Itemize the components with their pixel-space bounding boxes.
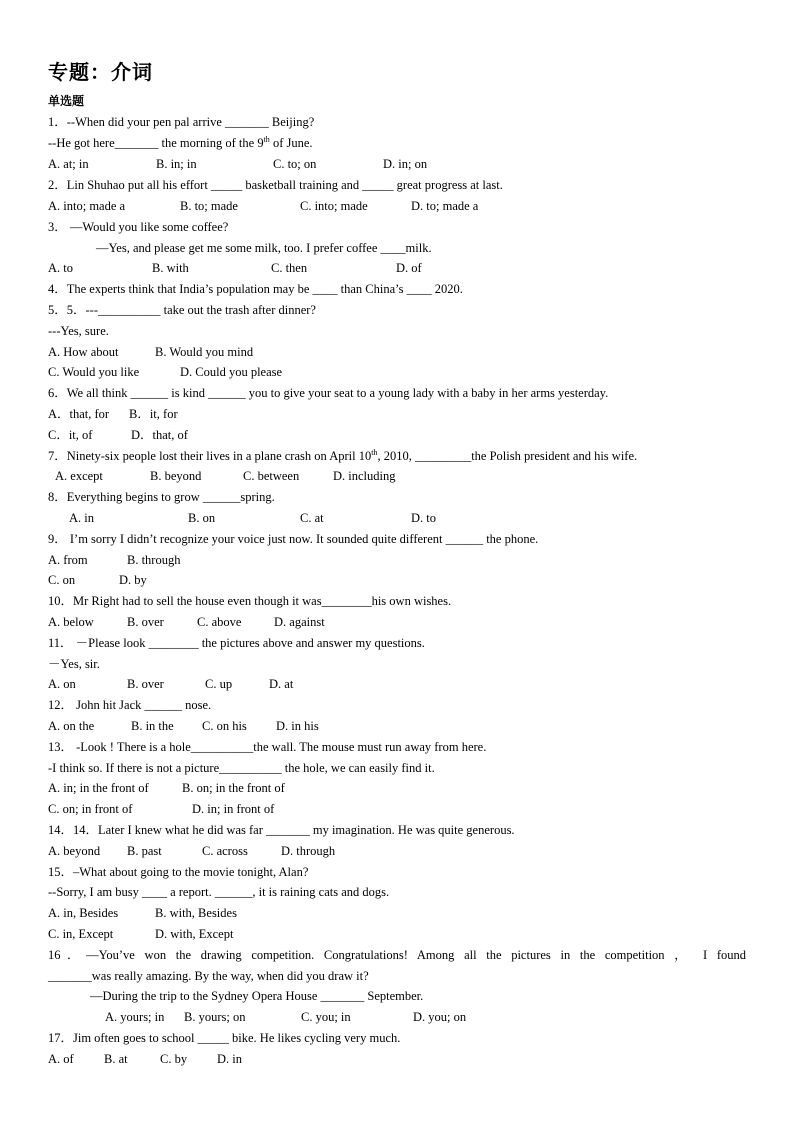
question-16-stem-continued: _______was really amazing. By the way, when did you draw it? xyxy=(48,969,369,983)
question-13-response: -I think so. If there is not a picture__________ the hole, we can easily find it. xyxy=(48,761,435,775)
question-3-option-d: D. of xyxy=(396,261,422,275)
question-6-option-d: D．that, of xyxy=(131,428,188,442)
question-9-option-b: B. through xyxy=(127,553,181,567)
question-15-response: --Sorry, I am busy ____ a report. ______, it is raining cats and dogs. xyxy=(48,885,390,899)
question-11-option-c: C. up xyxy=(205,677,233,691)
question-12-option-b: B. in the xyxy=(131,719,174,733)
question-6-option-b: B．it, for xyxy=(129,407,178,421)
question-1-stem: 1．--When did your pen pal arrive _______ Beijing? xyxy=(48,115,315,129)
question-9-option-d: D. by xyxy=(119,573,147,587)
question-11-option-b: B. over xyxy=(127,677,164,691)
question-17-option-c: C. by xyxy=(160,1052,188,1066)
question-5-stem: 5．5．---__________ take out the trash after dinner? xyxy=(48,303,316,317)
question-2-option-a: A. into; made a xyxy=(48,199,126,213)
question-12-option-a: A. on the xyxy=(48,719,95,733)
question-15-option-d: D. with, Except xyxy=(155,927,234,941)
question-12-stem: 12． John hit Jack ______ nose. xyxy=(48,698,212,712)
question-7-stem: 7．Ninety-six people lost their lives in a plane crash on April 10th, 2010, _________the Polish president and his wife. xyxy=(48,447,638,463)
question-8-option-b: B. on xyxy=(188,511,216,525)
question-10-option-d: D. against xyxy=(274,615,325,629)
question-5-option-b: B. Would you mind xyxy=(155,345,254,359)
question-15-option-b: B. with, Besides xyxy=(155,906,237,920)
question-16-option-a: A. yours; in xyxy=(105,1010,165,1024)
question-15-option-a: A. in, Besides xyxy=(48,906,119,920)
question-11-stem: 11． －Please look ________ the pictures above and answer my questions. xyxy=(48,636,425,650)
question-16-stem: 16．—You’ve won the drawing competition. Congratulations! Among all the pictures in the competition ， I found xyxy=(48,948,746,962)
question-8-option-c: C. at xyxy=(300,511,324,525)
question-12-option-c: C. on his xyxy=(202,719,247,733)
question-17-option-a: A. of xyxy=(48,1052,74,1066)
question-16-option-b: B. yours; on xyxy=(184,1010,246,1024)
section-heading: 单选题 xyxy=(48,94,85,108)
question-9-stem: 9． I’m sorry I didn’t recognize your voice just now. It sounded quite different ______ the phone. xyxy=(48,532,539,546)
question-9-option-c: C. on xyxy=(48,573,76,587)
question-7-option-d: D. including xyxy=(333,469,396,483)
question-14-option-a: A. beyond xyxy=(48,844,101,858)
question-16-option-c: C. you; in xyxy=(301,1010,351,1024)
question-13-option-d: D. in; in front of xyxy=(192,802,275,816)
question-16-response: —During the trip to the Sydney Opera House _______ September. xyxy=(90,989,424,1003)
question-12-option-d: D. in his xyxy=(276,719,319,733)
question-10-option-c: C. above xyxy=(197,615,242,629)
question-13-option-c: C. on; in front of xyxy=(48,802,133,816)
question-4-stem: 4．The experts think that India’s population may be ____ than China’s ____ 2020. xyxy=(48,282,463,296)
question-15-option-c: C. in, Except xyxy=(48,927,114,941)
question-13-option-b: B. on; in the front of xyxy=(182,781,285,795)
question-14-option-c: C. across xyxy=(202,844,248,858)
question-10-option-a: A. below xyxy=(48,615,94,629)
question-13-option-a: A. in; in the front of xyxy=(48,781,149,795)
question-1-option-c: C. to; on xyxy=(273,157,317,171)
question-2-option-d: D. to; made a xyxy=(411,199,479,213)
question-14-option-d: D. through xyxy=(281,844,336,858)
question-14-stem: 14．14．Later I knew what he did was far _______ my imagination. He was quite generous. xyxy=(48,823,515,837)
question-6-stem: 6．We all think ______ is kind ______ you to give your seat to a young lady with a baby in her arms yesterday. xyxy=(48,386,609,400)
question-5-response: ---Yes, sure. xyxy=(48,324,109,338)
question-7-option-a: A. except xyxy=(55,469,103,483)
question-5-option-d: D. Could you please xyxy=(180,365,283,379)
question-7-option-c: C. between xyxy=(243,469,300,483)
question-3-stem: 3． —Would you like some coffee? xyxy=(48,220,229,234)
question-1-option-d: D. in; on xyxy=(383,157,428,171)
question-1-option-a: A. at; in xyxy=(48,157,89,171)
question-6-option-c: C．it, of xyxy=(48,428,93,442)
question-11-response: －Yes, sir. xyxy=(48,657,100,671)
question-2-option-c: C. into; made xyxy=(300,199,368,213)
question-5-option-a: A. How about xyxy=(48,345,119,359)
question-3-option-c: C. then xyxy=(271,261,308,275)
question-1-response: --He got here_______ the morning of the 9th of June. xyxy=(48,134,313,150)
question-3-option-a: A. to xyxy=(48,261,73,275)
question-8-option-d: D. to xyxy=(411,511,436,525)
question-11-option-a: A. on xyxy=(48,677,76,691)
question-10-option-b: B. over xyxy=(127,615,164,629)
question-16-option-d: D. you; on xyxy=(413,1010,467,1024)
question-9-option-a: A. from xyxy=(48,553,88,567)
question-8-option-a: A. in xyxy=(69,511,94,525)
question-6-option-a: A．that, for xyxy=(48,407,110,421)
question-3-option-b: B. with xyxy=(152,261,189,275)
question-2-stem: 2．Lin Shuhao put all his effort _____ basketball training and _____ great progress at last. xyxy=(48,178,503,192)
page-title: 专题：介词 xyxy=(48,60,153,84)
question-8-stem: 8．Everything begins to grow ______spring. xyxy=(48,490,275,504)
question-15-stem: 15．–What about going to the movie tonight, Alan? xyxy=(48,865,309,879)
question-3-response: —Yes, and please get me some milk, too. I prefer coffee ____milk. xyxy=(96,241,432,255)
question-13-stem: 13． -Look ! There is a hole__________the wall. The mouse must run away from here. xyxy=(48,740,487,754)
question-17-option-d: D. in xyxy=(217,1052,242,1066)
question-10-stem: 10．Mr Right had to sell the house even though it was________his own wishes. xyxy=(48,594,452,608)
question-17-option-b: B. at xyxy=(104,1052,128,1066)
question-1-option-b: B. in; in xyxy=(156,157,197,171)
question-7-option-b: B. beyond xyxy=(150,469,202,483)
question-11-option-d: D. at xyxy=(269,677,294,691)
question-2-option-b: B. to; made xyxy=(180,199,238,213)
question-14-option-b: B. past xyxy=(127,844,162,858)
question-5-option-c: C. Would you like xyxy=(48,365,140,379)
question-17-stem: 17．Jim often goes to school _____ bike. He likes cycling very much. xyxy=(48,1031,401,1045)
